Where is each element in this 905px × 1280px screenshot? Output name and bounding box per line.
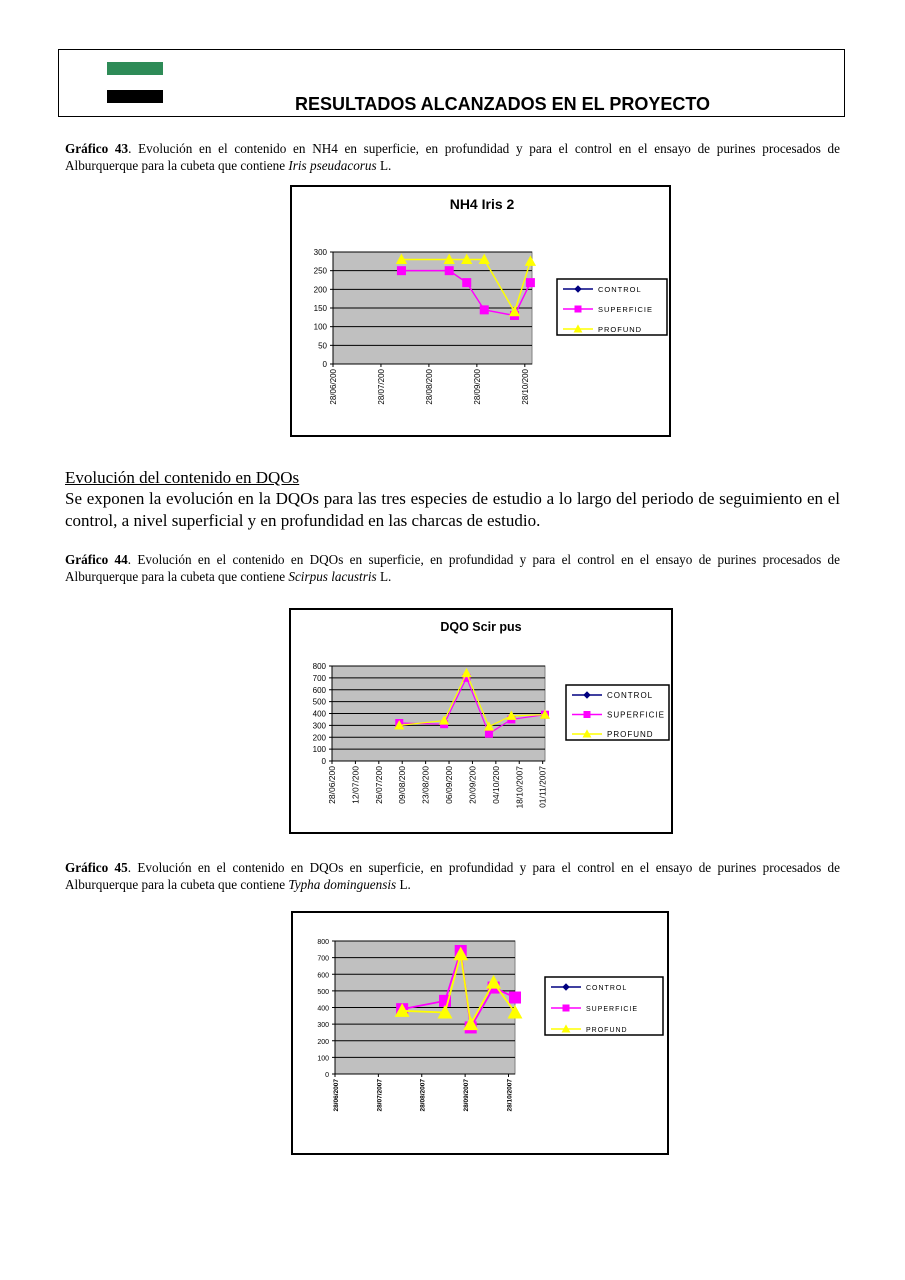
y-tick-label: 200 xyxy=(312,733,326,743)
caption-suffix: L. xyxy=(396,877,411,892)
legend-label: PROFUND xyxy=(607,730,654,739)
data-point xyxy=(445,267,453,275)
legend-label: CONTROL xyxy=(598,285,642,294)
y-tick-label: 100 xyxy=(313,322,327,332)
y-tick-label: 800 xyxy=(317,939,329,946)
legend-label: SUPERFICIE xyxy=(598,305,654,314)
chart-title: DQO Scir pus xyxy=(440,620,522,634)
caption-species: Iris pseudacorus xyxy=(288,158,377,173)
legend-label: SUPERFICIE xyxy=(607,710,666,720)
legend-label: SUPERFICIE xyxy=(586,1006,639,1013)
legend-label: PROFUND xyxy=(598,325,643,334)
y-tick-label: 300 xyxy=(312,721,326,731)
y-tick-label: 600 xyxy=(317,972,329,980)
legend-label: CONTROL xyxy=(607,691,654,700)
x-tick-label: 28/09/200 xyxy=(472,369,482,405)
y-tick-label: 800 xyxy=(312,662,326,671)
legend-label: CONTROL xyxy=(586,985,628,992)
chart-dqo-scirpus xyxy=(289,608,673,834)
y-tick-label: 0 xyxy=(321,757,326,766)
y-tick-label: 400 xyxy=(312,709,326,719)
y-tick-label: 0 xyxy=(322,360,327,369)
x-tick-label: 28/10/200 xyxy=(520,369,530,405)
y-tick-label: 400 xyxy=(317,1005,329,1013)
x-tick-label: 06/09/200 xyxy=(444,766,455,804)
data-point xyxy=(397,267,405,275)
data-point xyxy=(485,730,492,737)
data-point xyxy=(480,306,488,314)
flag-black-stripe xyxy=(107,90,163,103)
x-tick-label: 04/10/200 xyxy=(490,766,501,804)
caption-label: Gráfico 45 xyxy=(65,860,128,875)
data-point xyxy=(463,279,471,287)
y-tick-label: 600 xyxy=(312,685,326,695)
caption-suffix: L. xyxy=(376,158,392,173)
chart-dqo-scirpus-svg xyxy=(291,610,675,836)
x-tick-label: 18/10/2007 xyxy=(514,766,525,809)
section-title: Evolución del contenido en DQOs xyxy=(65,468,300,487)
caption-grafico-45 xyxy=(65,859,840,893)
header-title: RESULTADOS ALCANZADOS EN EL PROYECTO xyxy=(295,94,711,114)
caption-grafico-44 xyxy=(65,551,840,585)
y-tick-label: 100 xyxy=(312,745,326,755)
x-tick-label: 28/07/200 xyxy=(376,369,386,405)
flag-green-stripe xyxy=(107,62,163,75)
chart-title: NH4 Iris 2 xyxy=(449,196,515,212)
x-tick-label: 28/08/200 xyxy=(424,369,434,405)
chart-dqo-typha xyxy=(291,911,669,1155)
y-tick-label: 250 xyxy=(313,266,327,276)
y-tick-label: 150 xyxy=(313,304,327,313)
x-tick-label: 09/08/200 xyxy=(397,766,408,804)
caption-text: . Evolución en el contenido en DQOs en superficie, en profundidad y para el control en el ensayo de purines procesados de Alburquerque para la cubeta que contiene xyxy=(65,552,840,584)
chart-nh4-iris-svg xyxy=(292,187,673,439)
caption-label: Gráfico 44 xyxy=(65,552,128,567)
x-tick-label: 28/09/2007 xyxy=(463,1079,471,1112)
legend-marker xyxy=(584,712,590,718)
caption-text: . Evolución en el contenido en DQOs en superficie, en profundidad y para el control en el ensayo de purines procesados de Alburquerque para la cubeta que contiene xyxy=(65,860,840,892)
page-header xyxy=(58,49,845,117)
legend-label: PROFUND xyxy=(586,1027,628,1034)
x-tick-label: 26/07/200 xyxy=(373,766,384,804)
y-tick-label: 200 xyxy=(313,285,327,295)
caption-suffix: L. xyxy=(376,569,392,584)
caption-text: . Evolución en el contenido en NH4 en superficie, en profundidad y para el control en el ensayo de purines procesados de Alburquerque para la cubeta que contiene xyxy=(65,141,840,173)
caption-species: Typha dominguensis xyxy=(288,877,397,892)
x-tick-label: 28/06/200 xyxy=(327,766,337,804)
x-tick-label: 23/08/200 xyxy=(420,766,431,804)
legend-marker xyxy=(563,1005,569,1011)
y-tick-label: 500 xyxy=(317,988,329,996)
y-tick-label: 100 xyxy=(317,1055,329,1063)
x-tick-label: 20/09/200 xyxy=(467,766,478,804)
section-body: Se exponen la evolución en la DQOs para las tres especies de estudio a lo largo del periodo de seguimiento en el control, a nivel superficial y en profundidad en las charcas de estudio. xyxy=(65,489,840,530)
y-tick-label: 700 xyxy=(312,673,326,683)
caption-label: Gráfico 43 xyxy=(65,141,129,156)
legend-marker xyxy=(575,306,581,312)
y-tick-label: 300 xyxy=(313,248,327,257)
x-tick-label: 28/07/2007 xyxy=(376,1079,384,1112)
y-tick-label: 700 xyxy=(317,955,329,963)
data-point xyxy=(526,279,534,287)
y-tick-label: 300 xyxy=(317,1022,329,1030)
x-tick-label: 28/06/200 xyxy=(329,369,338,405)
x-tick-label: 28/06/2007 xyxy=(333,1079,340,1112)
x-tick-label: 12/07/200 xyxy=(350,766,361,804)
y-tick-label: 50 xyxy=(318,341,327,351)
data-point xyxy=(510,992,521,1003)
caption-species: Scirpus lacustris xyxy=(288,569,377,584)
chart-dqo-typha-svg xyxy=(293,913,671,1157)
x-tick-label: 01/11/2007 xyxy=(537,766,548,808)
y-tick-label: 500 xyxy=(312,697,326,707)
caption-grafico-43 xyxy=(65,140,840,174)
x-tick-label: 28/08/2007 xyxy=(419,1079,427,1112)
x-tick-label: 28/10/2007 xyxy=(506,1079,514,1112)
y-tick-label: 0 xyxy=(325,1072,329,1079)
chart-nh4-iris xyxy=(290,185,671,437)
y-tick-label: 200 xyxy=(317,1038,329,1046)
